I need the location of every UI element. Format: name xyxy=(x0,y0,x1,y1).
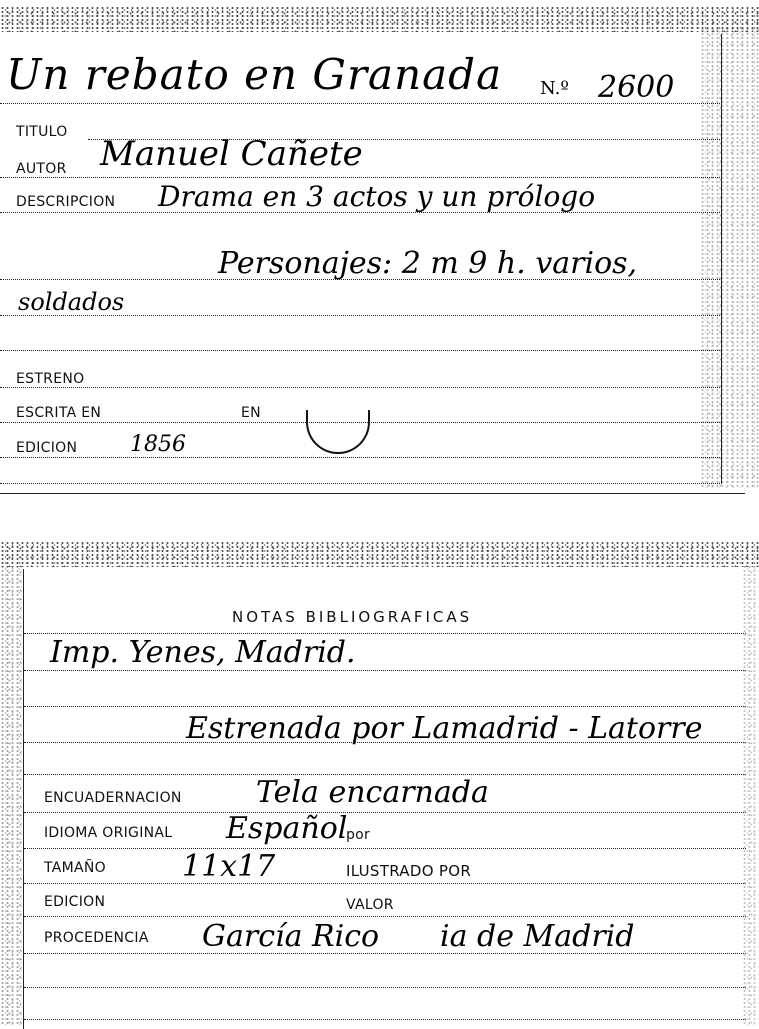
descripcion-label: DESCRIPCION xyxy=(16,194,116,210)
rule xyxy=(0,350,720,351)
rule xyxy=(0,387,720,388)
edicion-back-label: EDICION xyxy=(44,894,106,910)
catalog-card-back xyxy=(0,535,759,1028)
rule xyxy=(24,916,746,917)
rule xyxy=(0,212,720,213)
rule xyxy=(0,103,720,104)
estreno-label: ESTRENO xyxy=(16,371,85,387)
rule xyxy=(24,812,746,813)
descripcion-line2: Personajes: 2 m 9 h. varios, xyxy=(218,246,638,281)
catalog-card-front xyxy=(0,0,759,495)
encuadernacion-label: ENCUADERNACION xyxy=(44,790,182,806)
card-bottom-edge xyxy=(0,493,745,494)
rule xyxy=(24,848,746,849)
por-label: por xyxy=(346,827,371,843)
encuadernacion-value: Tela encarnada xyxy=(256,775,489,810)
rule xyxy=(0,483,720,484)
idioma-original-label: IDIOMA ORIGINAL xyxy=(44,825,173,841)
rule xyxy=(0,457,720,458)
notes-line-2: Estrenada por Lamadrid - Latorre xyxy=(186,711,703,746)
autor-label: AUTOR xyxy=(16,161,67,177)
rule xyxy=(24,1019,746,1020)
idioma-original-value: Español xyxy=(226,811,348,846)
rule xyxy=(24,883,746,884)
rule xyxy=(0,422,720,423)
rule xyxy=(0,279,720,280)
rule xyxy=(24,742,746,743)
rule xyxy=(24,633,746,634)
en-label: EN xyxy=(241,405,261,421)
escrita-en-label: ESCRITA EN xyxy=(16,405,102,421)
rule xyxy=(24,987,746,988)
procedencia-value-b: ia de Madrid xyxy=(440,919,635,954)
tamano-label: TAMAÑO xyxy=(44,860,106,876)
card-right-edge-texture xyxy=(742,565,759,1025)
edicion-label: EDICION xyxy=(16,440,78,456)
card-left-edge-texture xyxy=(0,565,22,1025)
catalog-number: 2600 xyxy=(598,70,675,105)
notes-line-1: Imp. Yenes, Madrid. xyxy=(50,635,356,670)
valor-label: VALOR xyxy=(346,897,394,913)
tamano-value: 11x17 xyxy=(182,849,276,884)
autor-value: Manuel Cañete xyxy=(100,134,363,174)
descripcion-value: Drama en 3 actos y un prólogo xyxy=(158,180,596,213)
rule xyxy=(24,706,746,707)
ilustrado-por-label: ILUSTRADO POR xyxy=(346,862,472,880)
edicion-value: 1856 xyxy=(130,432,186,457)
descripcion-line3: soldados xyxy=(18,288,125,316)
number-prefix: N.º xyxy=(540,78,569,99)
notas-bibliograficas-heading: NOTAS BIBLIOGRAFICAS xyxy=(232,608,473,626)
card-top-edge-texture xyxy=(0,6,759,32)
card-top-edge-texture xyxy=(0,541,759,567)
card-right-border xyxy=(721,34,722,484)
ink-mark xyxy=(306,410,370,454)
rule xyxy=(0,177,720,178)
procedencia-value-a: García Rico xyxy=(202,919,380,954)
card-right-edge-texture xyxy=(700,28,759,488)
rule xyxy=(24,670,746,671)
rule xyxy=(0,315,720,316)
title-handwritten: Un rebato en Granada xyxy=(6,50,503,99)
rule xyxy=(24,953,746,954)
card-left-border xyxy=(23,569,24,1029)
titulo-label: TITULO xyxy=(16,124,68,140)
procedencia-label: PROCEDENCIA xyxy=(44,930,149,946)
